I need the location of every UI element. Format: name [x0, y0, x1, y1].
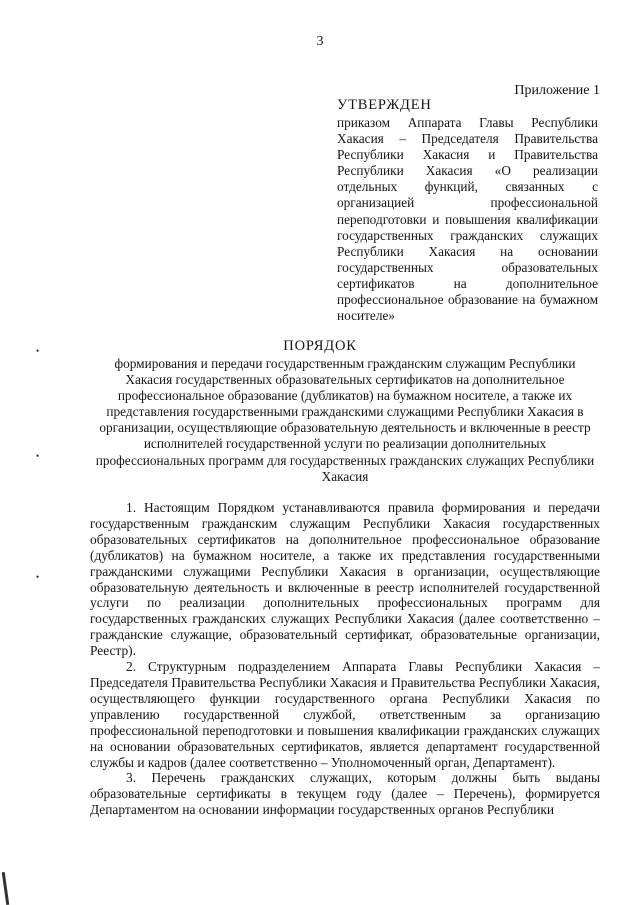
paragraph-3: 3. Перечень гражданских служащих, которым должны быть выданы образовательные сертификаты в текущем году (далее – Перечень), формируется Департаментом на основании информации государственных органов Республики — [90, 770, 600, 818]
approval-order-text: приказом Аппарата Главы Республики Хакасия – Председателя Правительства Республики Хакасия и Правительства Республики Хакасия «О реализации отдельных функций, связанных с организацией профессиональной переподготовки и повышения квалификации государственных гражданских служащих Республики Хакасия на основании государственных образовательных сертификатов на дополнительное профессиональное образование на бумажном носителе» — [337, 115, 598, 324]
document-subtitle: формирования и передачи государственным гражданским служащим Республики Хакасия государственных образовательных сертификатов на дополнительное профессиональное образование (дубликатов) на бумажном носителе, а также их представления государственными гражданскими служащими Республики Хакасия в организации, осуществляющие образовательную деятельность и включенные в реестр исполнителей государственной услуги по реализации дополнительных профессиональных программ для государственных гражданских служащих Республики Хакасия — [95, 356, 595, 484]
margin-bullet-mark: • — [36, 451, 40, 461]
paragraph-1: 1. Настоящим Порядком устанавливаются правила формирования и передачи государственным гражданским служащим Республики Хакасия государственных образовательных сертификатов на дополнительное профессиональное образование (дубликатов) на бумажном носителе, а также их представления государственными гражданскими служащими Республики Хакасия в организации, осуществляющие образовательную деятельность и включенные в реестр исполнителей государственной услуги по реализации дополнительных профессиональных программ для государственных гражданских служащих Республики Хакасия (далее соответственно – гражданские служащие, образовательный сертификат, образовательные организации, Реестр). — [90, 500, 600, 659]
approved-label: УТВЕРЖДЕН — [337, 97, 432, 113]
document-body — [90, 500, 600, 818]
paragraph-2: 2. Структурным подразделением Аппарата Главы Республики Хакасия – Председателя Правительства Республики Хакасия и Правительства Республики Хакасия, осуществляющего функции государственного органа Республики Хакасия по управлению государственной службой, ответственным за организацию профессиональной переподготовки и повышения квалификации гражданских служащих на основании образовательных сертификатов, является департамент государственной службы и кадров (далее соответственно – Уполномоченный орган, Департамент). — [90, 659, 600, 770]
margin-bullet-mark: • — [36, 572, 40, 582]
document-title: ПОРЯДОК — [283, 338, 357, 354]
scan-edge-mark — [2, 872, 10, 905]
appendix-label: Приложение 1 — [514, 83, 600, 98]
margin-bullet-mark: • — [36, 346, 40, 356]
page-number: 3 — [316, 34, 324, 49]
